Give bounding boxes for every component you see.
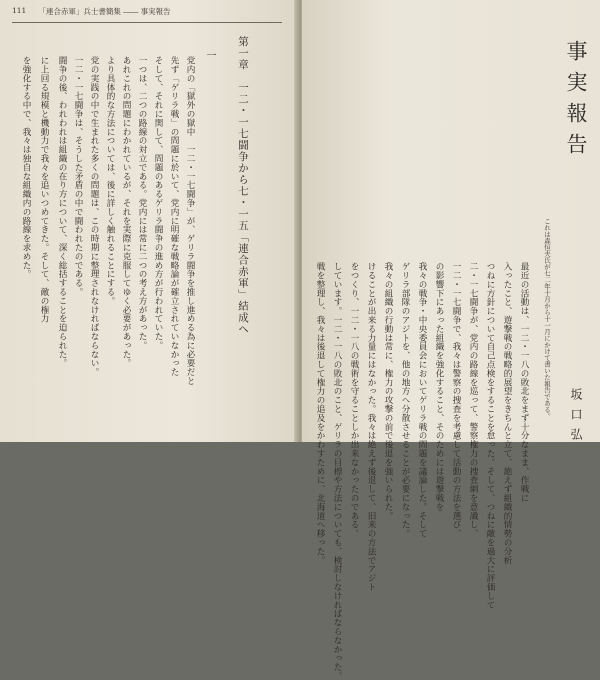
document-title: 事実報告 xyxy=(564,40,588,164)
text-column: 入ったこと、遊撃戦の戦略的展望をきちんと立て、絶えず組織的情勢の分析 xyxy=(502,262,512,565)
text-column: 戦を整理し、我々は後退して権力の追及をかわすために、北海道へ移った。 xyxy=(315,262,325,565)
text-column: けることが出来る力量にはなかった。我々は絶えず後退して、旧来の方法でアジト xyxy=(366,262,376,592)
text-column: 党の実践の中で生まれた多くの問題は、この時期に整理されなければならない。 xyxy=(89,56,99,377)
text-column: ゲリラ部隊のアジトを、他の地方へ分散させることが必要になった。 xyxy=(400,262,410,538)
text-column: より具体的な方法については、後に詳しく触れることにする。 xyxy=(105,56,115,306)
right-page xyxy=(302,0,600,680)
author-name: 坂口弘 xyxy=(569,388,583,448)
page-number: 111 xyxy=(12,6,27,15)
text-column: 一二・一七闘争で、我々は警察の捜査を考慮して活動の方法を選び、 xyxy=(451,262,461,538)
left-page xyxy=(0,0,298,442)
running-title: 「連合赤軍」兵士書簡集 ―― 事実報告 xyxy=(38,7,171,16)
running-header xyxy=(12,6,282,18)
section-number: 一 xyxy=(204,50,215,60)
editor-note: これは森恒夫氏が七二年十月から十一月にかけて書いた報告である。 xyxy=(543,218,551,420)
text-column: あれこれの問題にわかれているが、それを実際に克服してゆく必要があった。 xyxy=(121,56,131,368)
left-body-text xyxy=(8,56,194,430)
text-column: しています。一二・一八の敗北のこと、ゲリラの目標や方法についても、検討しなければならなかった。 xyxy=(332,262,342,680)
text-column: 一つは、二つの路線の対立である。党内には常に二つの考え方があった。 xyxy=(137,56,147,350)
text-column: の影響下にあった組織を強化すること、そのためには遊撃戦を xyxy=(434,262,444,512)
text-column: 党内の「獄外の獄中 一二・一七闘争」が、ゲリラ闘争を推し進める為に必要だと xyxy=(185,56,195,386)
text-column: をつくり、一二・一八の戦術を守ることしか出来なかったのである。 xyxy=(349,262,359,538)
right-body-text xyxy=(304,262,529,680)
text-column: 先ず「ゲリラ戦」の問題に於いて、党内に明確な戦略論が確立されていなかった xyxy=(169,56,179,377)
text-column: 闘争の後、われわれは組織の在り方について、深く総括することを迫られた。 xyxy=(57,56,67,368)
text-column: 二・一七闘争が、党内の路線を巡って、警察権力の捜査網を意識し、 xyxy=(468,262,478,538)
text-column: 我々の戦争・中央委員会においてゲリラ戦の問題を議論した。そして xyxy=(417,262,427,538)
text-column: 我々の組織の行動は常に、権力の攻撃の前で後退を強いられた。 xyxy=(383,262,393,521)
header-rule xyxy=(12,22,282,23)
text-column: 最近の活動は、一二・一八の敗北をまず十分なまま、作戦に xyxy=(519,262,529,503)
text-column: を強化する中で、我々は独自な組織内の路線を求めた。 xyxy=(21,56,31,279)
text-column: そして、それに関して、問題のあるゲリラ闘争の進め方が行われていた。 xyxy=(153,56,163,350)
text-column: に上回る規模と機動力で我々を追いつめてきた。そして、敵の権力 xyxy=(39,56,49,323)
text-column: つねに方針について自己点検をすることを怠った。そして、つねに敵を過大に評価して xyxy=(485,262,495,610)
text-column: 一二・一七闘争は、そうした矛盾の中で闘われたのである。 xyxy=(73,56,83,297)
chapter-heading: 第一章 一二・一七闘争から七・一五「連合赤軍」結成へ xyxy=(237,36,249,335)
